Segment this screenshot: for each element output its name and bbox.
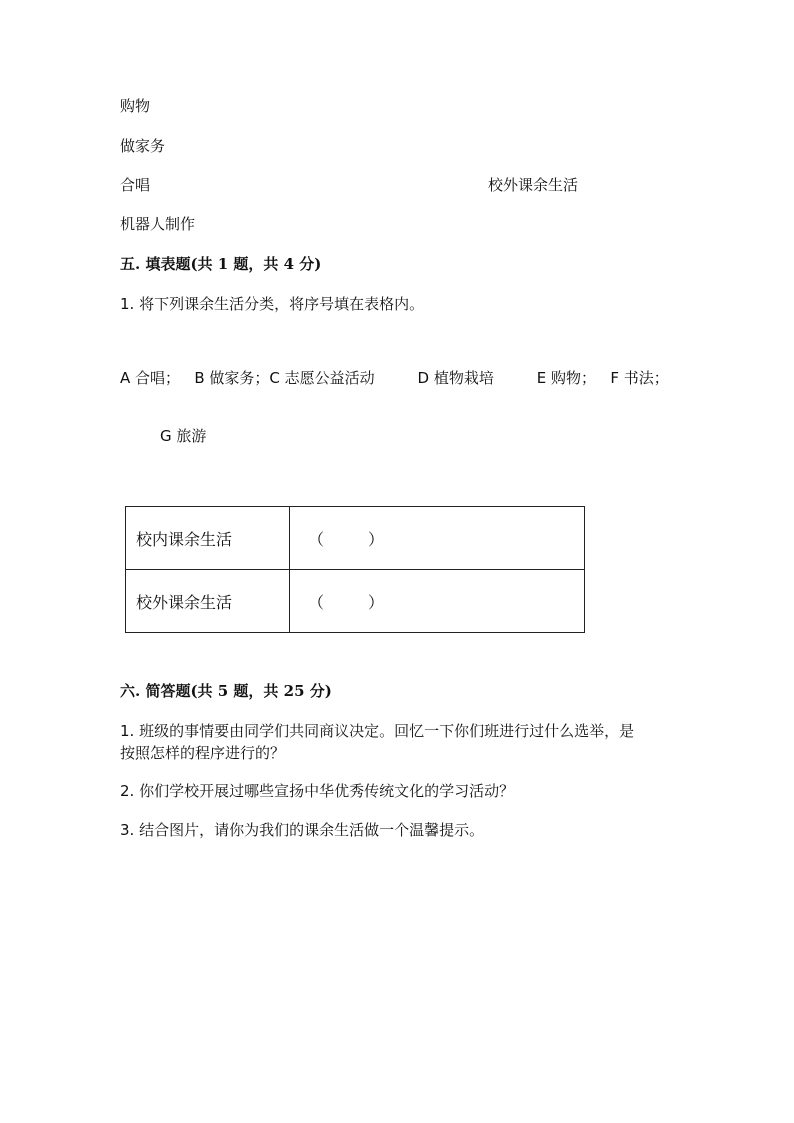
- table-row: [126, 507, 585, 570]
- section6-heading: 六. 简答题(共 5 题，共 25 分): [120, 682, 332, 700]
- answer-blank-inside[interactable]: [290, 507, 585, 570]
- options-line-2: G 旅游: [160, 427, 207, 445]
- section5-heading: 五. 填表题(共 1 题，共 4 分): [120, 255, 322, 273]
- blank-close-paren: ）: [368, 592, 385, 612]
- match-item-chorus: 合唱: [120, 176, 151, 194]
- answer-blank-outside[interactable]: [290, 570, 585, 633]
- question-1-line-2: 按照怎样的程序进行的？: [120, 744, 286, 762]
- fill-table: [125, 506, 585, 633]
- match-category-outside: 校外课余生活: [488, 176, 579, 194]
- blank-open-paren: （: [308, 592, 325, 612]
- question-1-line-1: 1. 班级的事情要由同学们共同商议决定。回忆一下你们班进行过什么选举，是: [120, 722, 635, 740]
- match-item-shopping: 购物: [120, 97, 151, 115]
- options-line-1: A 合唱； B 做家务；C 志愿公益活动 D 植物栽培 E 购物； F 书法；: [120, 369, 669, 387]
- blank-close-paren: ）: [368, 529, 385, 549]
- match-item-robotics: 机器人制作: [120, 215, 196, 233]
- blank-open-paren: （: [308, 529, 325, 549]
- table-row: [126, 570, 585, 633]
- row-label-outside: 校外课余生活: [126, 570, 290, 633]
- match-item-housework: 做家务: [120, 137, 166, 155]
- question-3: 3. 结合图片，请你为我们的课余生活做一个温馨提示。: [120, 821, 485, 839]
- row-label-inside: 校内课余生活: [126, 507, 290, 570]
- question-2: 2. 你们学校开展过哪些宣扬中华优秀传统文化的学习活动？: [120, 782, 515, 800]
- section5-question: 1. 将下列课余生活分类，将序号填在表格内。: [120, 295, 425, 313]
